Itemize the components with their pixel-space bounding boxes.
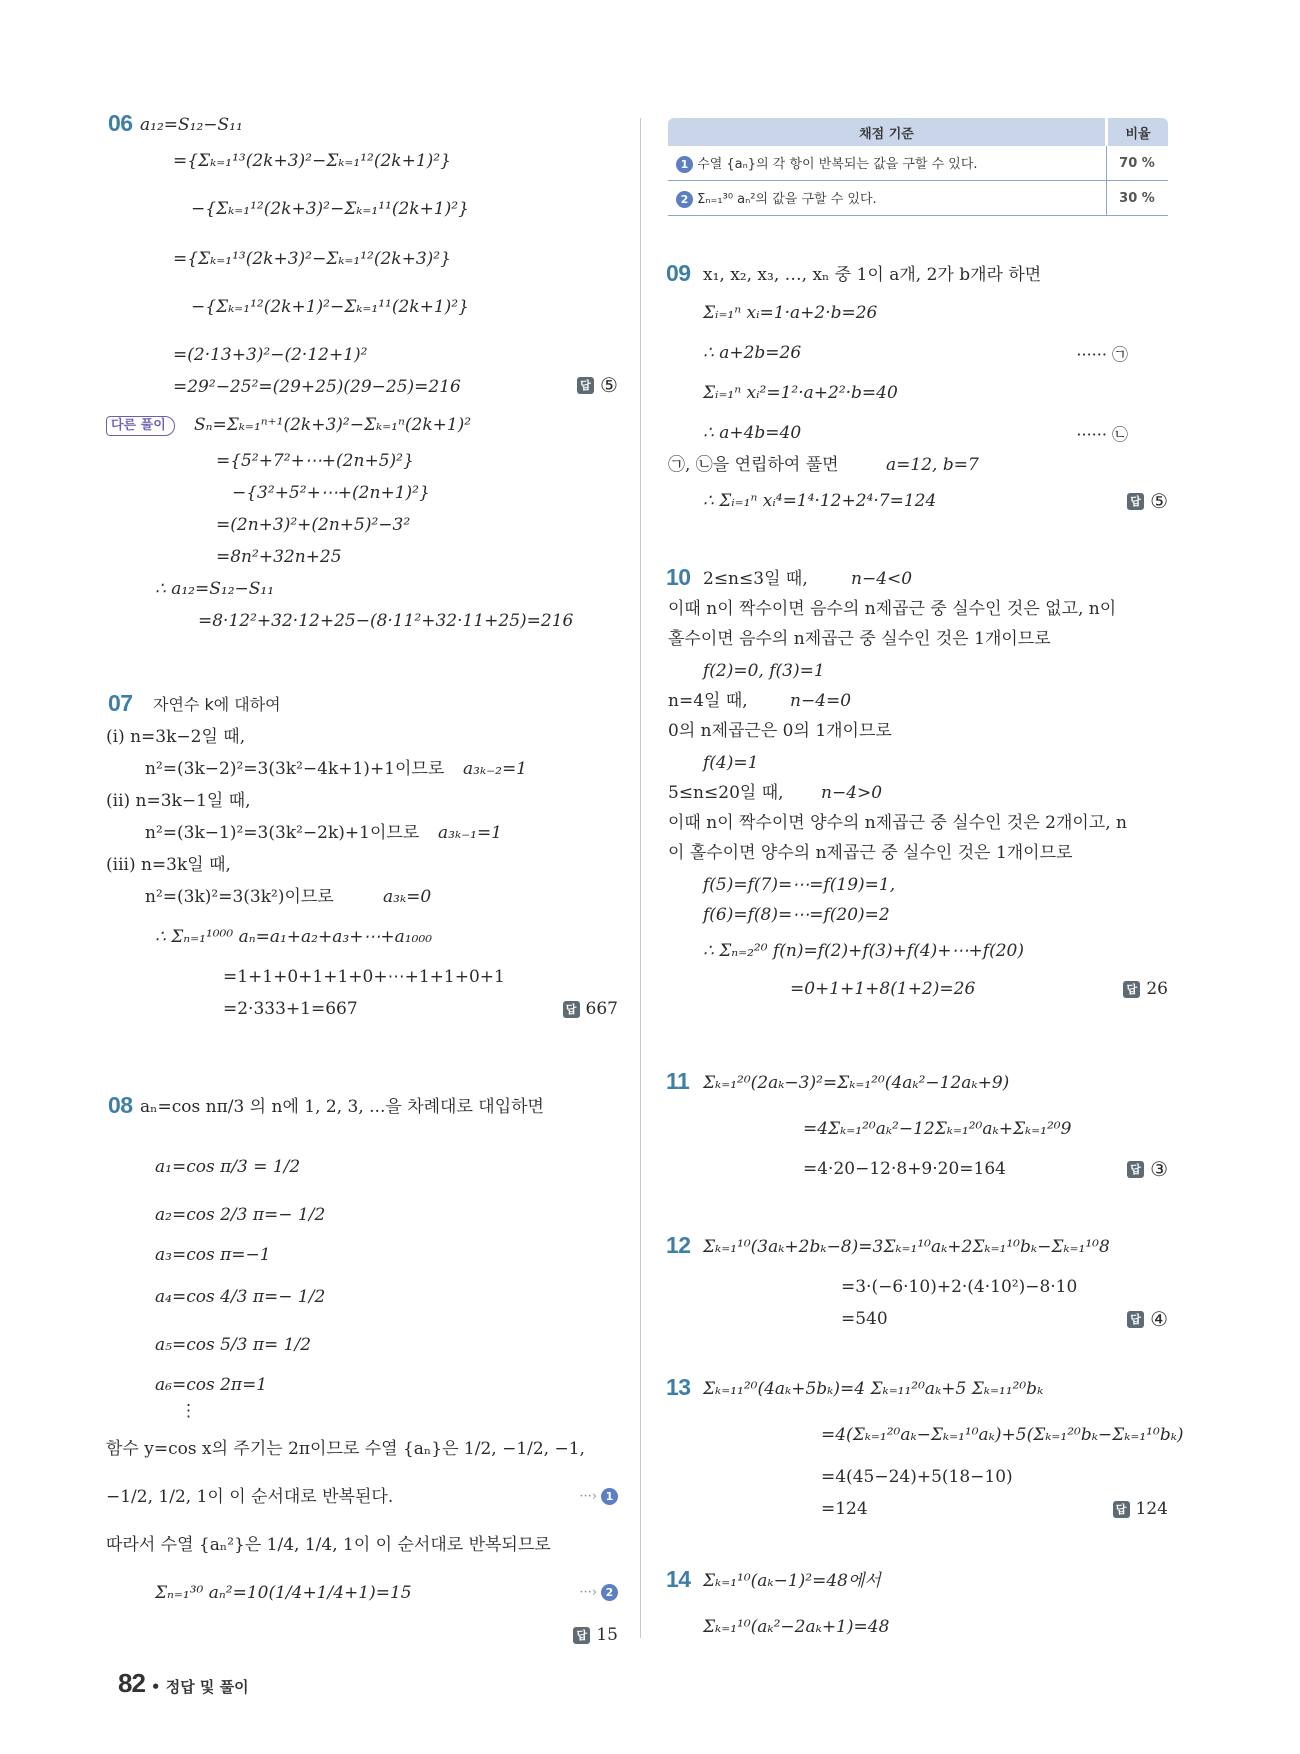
step-1-icon: 1 — [601, 1488, 618, 1505]
answer-mark — [1127, 490, 1168, 512]
solution-line: a₃ₖ₋₂=1 — [463, 759, 527, 779]
table-header-criterion: 채점 기준 — [668, 118, 1107, 146]
solution-line: Σₙ₌₁³⁰ aₙ²=10(1/4+1/4+1)=15 — [155, 1583, 412, 1603]
solution-line: a₁=cos π/3 = 1/2 — [155, 1157, 301, 1177]
criterion-cell — [668, 181, 1107, 216]
answer-value: ④ — [1150, 1307, 1168, 1331]
answer-mark — [1113, 1498, 1168, 1520]
solution-line: n−4>0 — [821, 783, 883, 803]
step-marker — [579, 1584, 618, 1601]
solution-line: n−4=0 — [790, 691, 852, 711]
solution-line: Σᵢ₌₁ⁿ xᵢ²=1²·a+2²·b=40 — [703, 383, 898, 403]
solution-line: f(4)=1 — [703, 753, 759, 773]
solution-line: 이 홀수이면 양수의 n제곱근 중 실수인 것은 1개이므로 — [668, 843, 1073, 863]
solution-line: n=4일 때, — [668, 691, 748, 711]
solution-line: (iii) n=3k일 때, — [106, 855, 231, 875]
solution-line: Σᵢ₌₁ⁿ xᵢ=1·a+2·b=26 — [703, 303, 878, 323]
alt-solution-line: =(2n+3)²+(2n+5)²−3² — [216, 515, 411, 535]
solution-line: a=12, b=7 — [886, 455, 979, 475]
solution-line: aₙ=cos nπ/3 의 n에 1, 2, 3, ...을 차례대로 대입하면 — [140, 1097, 544, 1117]
solution-line: =4Σₖ₌₁²⁰aₖ²−12Σₖ₌₁²⁰aₖ+Σₖ₌₁²⁰9 — [803, 1119, 1072, 1139]
solution-line: n−4<0 — [851, 569, 913, 589]
page-number: 82 — [118, 1668, 145, 1698]
answer-value: ③ — [1150, 1157, 1168, 1181]
answer-mark — [573, 1624, 618, 1646]
solution-line: f(2)=0, f(3)=1 — [703, 661, 825, 681]
solution-line: =(2·13+3)²−(2·12+1)² — [173, 345, 368, 365]
answer-icon: 답 — [1123, 981, 1140, 998]
alt-solution-badge: 다른 풀이 — [106, 416, 175, 436]
equation-label: ······ ㉠ — [1076, 345, 1128, 364]
answer-icon: 답 — [573, 1627, 590, 1644]
solution-line: a₅=cos 5/3 π= 1/2 — [155, 1335, 312, 1355]
arrow-icon: ···› — [579, 1489, 597, 1504]
solution-line: (i) n=3k−2일 때, — [106, 727, 246, 747]
answer-mark — [1123, 978, 1168, 1000]
solution-line: Σₖ₌₁¹⁰(3aₖ+2bₖ−8)=3Σₖ₌₁¹⁰aₖ+2Σₖ₌₁¹⁰bₖ−Σₖ₌₁¹⁰8 — [703, 1237, 1110, 1257]
problem-number: 14 — [666, 1566, 691, 1592]
solution-line: =4·20−12·8+9·20=164 — [803, 1159, 1006, 1179]
solution-line: 이때 n이 짝수이면 음수의 n제곱근 중 실수인 것은 없고, n이 — [668, 599, 1117, 619]
solution-line: 홀수이면 음수의 n제곱근 중 실수인 것은 1개이므로 — [668, 629, 1051, 649]
solution-line: ∴ a+2b=26 — [703, 343, 802, 363]
answer-value: 667 — [585, 999, 618, 1019]
solution-line: =3·(−6·10)+2·(4·10²)−8·10 — [841, 1277, 1078, 1297]
solution-line: f(6)=f(8)=⋯=f(20)=2 — [703, 905, 890, 925]
solution-line: ∴ a+4b=40 — [703, 423, 802, 443]
answer-mark — [563, 998, 618, 1020]
solution-line: a₃ₖ₋₁=1 — [438, 823, 502, 843]
step-marker — [579, 1488, 618, 1505]
step-2-icon: 2 — [676, 191, 693, 208]
problem-number: 07 — [108, 690, 133, 716]
answer-mark — [577, 373, 618, 397]
solution-line: ⋮ — [180, 1401, 197, 1421]
solution-line: =4(Σₖ₌₁²⁰aₖ−Σₖ₌₁¹⁰aₖ)+5(Σₖ₌₁²⁰bₖ−Σₖ₌₁¹⁰bₖ) — [821, 1425, 1184, 1445]
answer-value: 15 — [596, 1625, 618, 1645]
answer-mark — [1127, 1308, 1168, 1330]
column-divider — [640, 118, 641, 1638]
solution-line: ∴ Σₙ₌₁¹⁰⁰⁰ aₙ=a₁+a₂+a₃+⋯+a₁₀₀₀ — [155, 927, 433, 947]
solution-line: 따라서 수열 {aₙ²}은 1/4, 1/4, 1이 이 순서대로 반복되므로 — [106, 1535, 551, 1555]
criterion-text: Σₙ₌₁³⁰ aₙ²의 값을 구할 수 있다. — [697, 192, 877, 207]
solution-line: f(5)=f(7)=⋯=f(19)=1, — [703, 875, 896, 895]
arrow-icon: ···› — [579, 1585, 597, 1600]
solution-line: n²=(3k)²=3(3k²)이므로 — [145, 887, 334, 907]
solution-line: 함수 y=cos x의 주기는 2π이므로 수열 {aₙ}은 1/2, −1/2, −1, — [106, 1439, 585, 1459]
section-label: • 정답 및 풀이 — [150, 1678, 249, 1696]
solution-line: a₁₂=S₁₂−S₁₁ — [140, 115, 243, 135]
answer-icon: 답 — [1113, 1501, 1130, 1518]
grading-table — [668, 118, 1168, 216]
solution-line: x₁, x₂, x₃, …, xₙ 중 1이 a개, 2가 b개라 하면 — [703, 265, 1042, 285]
page-footer — [118, 1668, 249, 1699]
solution-line: a₆=cos 2π=1 — [155, 1375, 268, 1395]
table-row — [668, 181, 1168, 216]
solution-line: n²=(3k−1)²=3(3k²−2k)+1이므로 — [145, 823, 420, 843]
answer-value: ⑤ — [1150, 489, 1168, 513]
rate-cell: 30 % — [1107, 181, 1169, 216]
problem-number: 06 — [108, 110, 133, 136]
answer-value: 26 — [1146, 979, 1168, 999]
solution-line: 0의 n제곱근은 0의 1개이므로 — [668, 721, 892, 741]
solution-line: Σₖ₌₁¹⁰(aₖ²−2aₖ+1)=48 — [703, 1617, 890, 1637]
solution-line: Σₖ₌₁¹⁰(aₖ−1)²=48에서 — [703, 1571, 881, 1591]
solution-line: =2·333+1=667 — [223, 999, 358, 1019]
solution-line: =0+1+1+8(1+2)=26 — [790, 979, 976, 999]
solution-line: −1/2, 1/2, 1이 이 순서대로 반복된다. — [106, 1487, 394, 1507]
step-2-icon: 2 — [601, 1584, 618, 1601]
solution-line: ∴ Σᵢ₌₁ⁿ xᵢ⁴=1⁴·12+2⁴·7=124 — [703, 491, 937, 511]
table-header-rate: 비율 — [1107, 118, 1169, 146]
problem-number: 09 — [666, 260, 691, 286]
answer-icon: 답 — [577, 377, 594, 394]
solution-line: a₃ₖ=0 — [383, 887, 432, 907]
solution-line: ={Σₖ₌₁¹³(2k+3)²−Σₖ₌₁¹²(2k+3)²} — [173, 249, 451, 269]
problem-number: 08 — [108, 1092, 133, 1118]
solution-line: Σₖ₌₁₁²⁰(4aₖ+5bₖ)=4 Σₖ₌₁₁²⁰aₖ+5 Σₖ₌₁₁²⁰bₖ — [703, 1379, 1044, 1399]
answer-icon: 답 — [1127, 493, 1144, 510]
equation-label: ······ ㉡ — [1076, 425, 1128, 444]
solution-line: ∴ Σₙ₌₂²⁰ f(n)=f(2)+f(3)+f(4)+⋯+f(20) — [703, 941, 1024, 961]
alt-solution-line: ∴ a₁₂=S₁₂−S₁₁ — [155, 579, 275, 599]
solution-line: ={Σₖ₌₁¹³(2k+3)²−Σₖ₌₁¹²(2k+1)²} — [173, 151, 451, 171]
solution-line: (ii) n=3k−1일 때, — [106, 791, 251, 811]
alt-solution-line: =8n²+32n+25 — [216, 547, 342, 567]
solution-line: n²=(3k−2)²=3(3k²−4k+1)+1이므로 — [145, 759, 445, 779]
solution-line: 이때 n이 짝수이면 양수의 n제곱근 중 실수인 것은 2개이고, n — [668, 813, 1127, 833]
solution-line: =1+1+0+1+1+0+⋯+1+1+0+1 — [223, 967, 505, 987]
rate-cell: 70 % — [1107, 146, 1169, 181]
solution-line: =29²−25²=(29+25)(29−25)=216 — [173, 377, 461, 397]
solution-line: 자연수 k에 대하여 — [153, 695, 281, 714]
problem-number: 12 — [666, 1232, 691, 1258]
step-1-icon: 1 — [676, 156, 693, 173]
alt-solution-line: −{3²+5²+⋯+(2n+1)²} — [232, 483, 430, 503]
answer-icon: 답 — [563, 1001, 580, 1018]
solution-line: =124 — [821, 1499, 868, 1519]
solution-line: a₂=cos 2/3 π=− 1/2 — [155, 1205, 326, 1225]
solution-line: a₃=cos π=−1 — [155, 1245, 271, 1265]
solution-line: =4(45−24)+5(18−10) — [821, 1467, 1013, 1487]
criterion-text: 수열 {aₙ}의 각 항이 반복되는 값을 구할 수 있다. — [697, 157, 978, 172]
answer-value: 124 — [1135, 1499, 1168, 1519]
solution-line: −{Σₖ₌₁¹²(2k+1)²−Σₖ₌₁¹¹(2k+1)²} — [191, 297, 469, 317]
answer-value: ⑤ — [600, 373, 618, 397]
alt-solution-line: =8·12²+32·12+25−(8·11²+32·11+25)=216 — [198, 611, 574, 631]
solution-line: 2≤n≤3일 때, — [703, 569, 808, 589]
solution-line: Σₖ₌₁²⁰(2aₖ−3)²=Σₖ₌₁²⁰(4aₖ²−12aₖ+9) — [703, 1073, 1010, 1093]
problem-number: 13 — [666, 1374, 691, 1400]
solution-line: =540 — [841, 1309, 888, 1329]
solution-line: 5≤n≤20일 때, — [668, 783, 784, 803]
problem-number: 11 — [666, 1068, 690, 1094]
alt-solution-line: ={5²+7²+⋯+(2n+5)²} — [216, 451, 414, 471]
solution-line: ㉠, ㉡을 연립하여 풀면 — [668, 455, 839, 475]
answer-icon: 답 — [1127, 1311, 1144, 1328]
table-row — [668, 146, 1168, 181]
answer-icon: 답 — [1127, 1161, 1144, 1178]
solution-line: −{Σₖ₌₁¹²(2k+3)²−Σₖ₌₁¹¹(2k+1)²} — [191, 199, 469, 219]
solution-line: a₄=cos 4/3 π=− 1/2 — [155, 1287, 326, 1307]
problem-number: 10 — [666, 564, 691, 590]
alt-solution-line: Sₙ=Σₖ₌₁ⁿ⁺¹(2k+3)²−Σₖ₌₁ⁿ(2k+1)² — [194, 415, 472, 435]
answer-mark — [1127, 1158, 1168, 1180]
criterion-cell — [668, 146, 1107, 181]
